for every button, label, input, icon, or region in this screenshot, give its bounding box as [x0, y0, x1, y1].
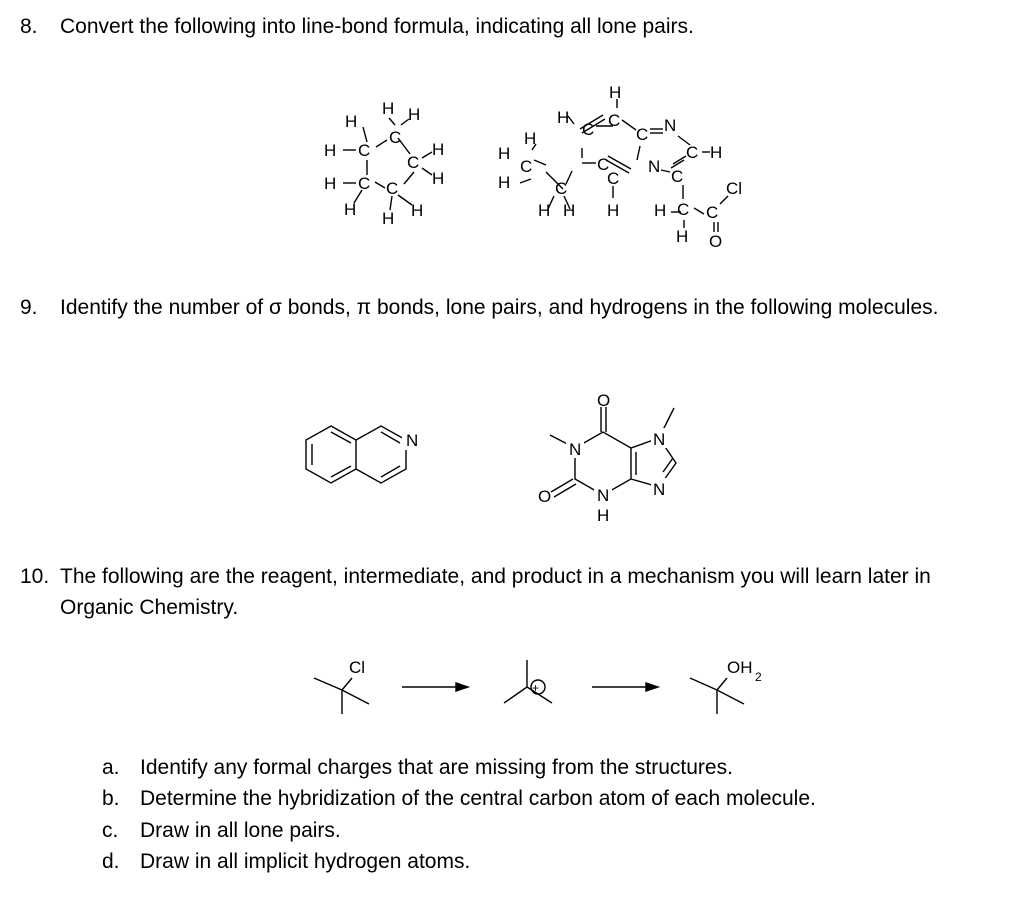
atom-h: H — [710, 143, 723, 162]
part-letter: a. — [102, 756, 120, 779]
atom-h: H — [382, 99, 395, 118]
atom-c: C — [636, 125, 649, 144]
subscript-2: 2 — [755, 670, 762, 684]
atom-n: N — [653, 480, 666, 499]
atom-cl: Cl — [726, 179, 743, 198]
question-text: Identify the number of σ bonds, π bonds, lone pairs, and hydrogens in the following molecules. — [60, 296, 939, 319]
atom-c: C — [706, 203, 719, 222]
atom-c: C — [671, 167, 684, 186]
question-text: Convert the following into line-bond formula, indicating all lone pairs. — [60, 15, 694, 38]
atom-h: H — [557, 108, 570, 127]
q10-reagent-tert-butyl-chloride — [314, 658, 369, 714]
atom-c: C — [407, 153, 420, 172]
part-text: Draw in all implicit hydrogen atoms. — [140, 850, 471, 873]
atom-h: H — [408, 105, 421, 124]
atom-n: N — [597, 486, 610, 505]
atom-c: C — [358, 141, 371, 160]
atom-c: C — [608, 111, 621, 130]
question-number: 9. — [20, 296, 38, 319]
atom-h: H — [411, 201, 424, 220]
atom-c: C — [597, 155, 610, 174]
atom-c: C — [389, 128, 402, 147]
atom-h: H — [597, 506, 610, 525]
charge-sign: + — [532, 681, 540, 695]
q10-arrow-1 — [402, 683, 468, 691]
atom-n: N — [569, 440, 582, 459]
atom-h: H — [324, 141, 337, 160]
atom-oh: OH — [727, 658, 753, 677]
atom-h: H — [563, 201, 576, 220]
question-text: The following are the reagent, intermediate, and product in a mechanism you will learn later in Organic Chemistry. — [60, 565, 931, 619]
atom-o: O — [709, 232, 723, 251]
atom-c: C — [582, 120, 595, 139]
part-text: Identify any formal charges that are missing from the structures. — [140, 756, 733, 779]
atom-h: H — [324, 174, 337, 193]
q10-product-oxonium — [690, 658, 762, 714]
atom-h: H — [607, 201, 620, 220]
question-number: 8. — [20, 15, 38, 38]
atom-h: H — [609, 83, 622, 102]
atom-c: C — [358, 174, 371, 193]
part-letter: d. — [102, 850, 120, 873]
q9-molecule-purine — [538, 391, 676, 525]
atom-n: N — [648, 157, 661, 176]
q9-molecule-isoquinoline — [306, 426, 422, 483]
atom-h: H — [676, 227, 689, 246]
part-text: Draw in all lone pairs. — [140, 819, 341, 842]
q10-arrow-2 — [592, 683, 658, 691]
atom-n: N — [664, 116, 677, 135]
atom-h: H — [498, 144, 511, 163]
atom-h: H — [432, 169, 445, 188]
q8-molecule-cyclic — [324, 99, 444, 228]
atom-c: C — [555, 179, 568, 198]
part-letter: b. — [102, 787, 120, 810]
atom-c: C — [386, 179, 399, 198]
question-number: 10. — [20, 565, 50, 588]
atom-h: H — [538, 201, 551, 220]
atom-c: C — [686, 143, 699, 162]
atom-h: H — [498, 173, 511, 192]
atom-c: C — [677, 200, 690, 219]
atom-cl: Cl — [349, 658, 366, 677]
atom-o: O — [538, 487, 552, 506]
atom-h: H — [382, 209, 395, 228]
atom-n: N — [406, 431, 419, 450]
atom-h: H — [432, 140, 445, 159]
atom-h: H — [344, 200, 357, 219]
atom-c: C — [607, 169, 620, 188]
atom-h: H — [524, 129, 537, 148]
atom-o: O — [597, 391, 611, 410]
part-text: Determine the hybridization of the central carbon atom of each molecule. — [140, 787, 816, 810]
atom-h: H — [654, 201, 667, 220]
q8-molecule-bicyclic — [498, 83, 742, 251]
atom-c: C — [520, 157, 533, 176]
q10-intermediate-carbocation — [504, 660, 552, 703]
atom-n: N — [653, 430, 666, 449]
part-letter: c. — [102, 819, 119, 842]
atom-h: H — [345, 112, 358, 131]
